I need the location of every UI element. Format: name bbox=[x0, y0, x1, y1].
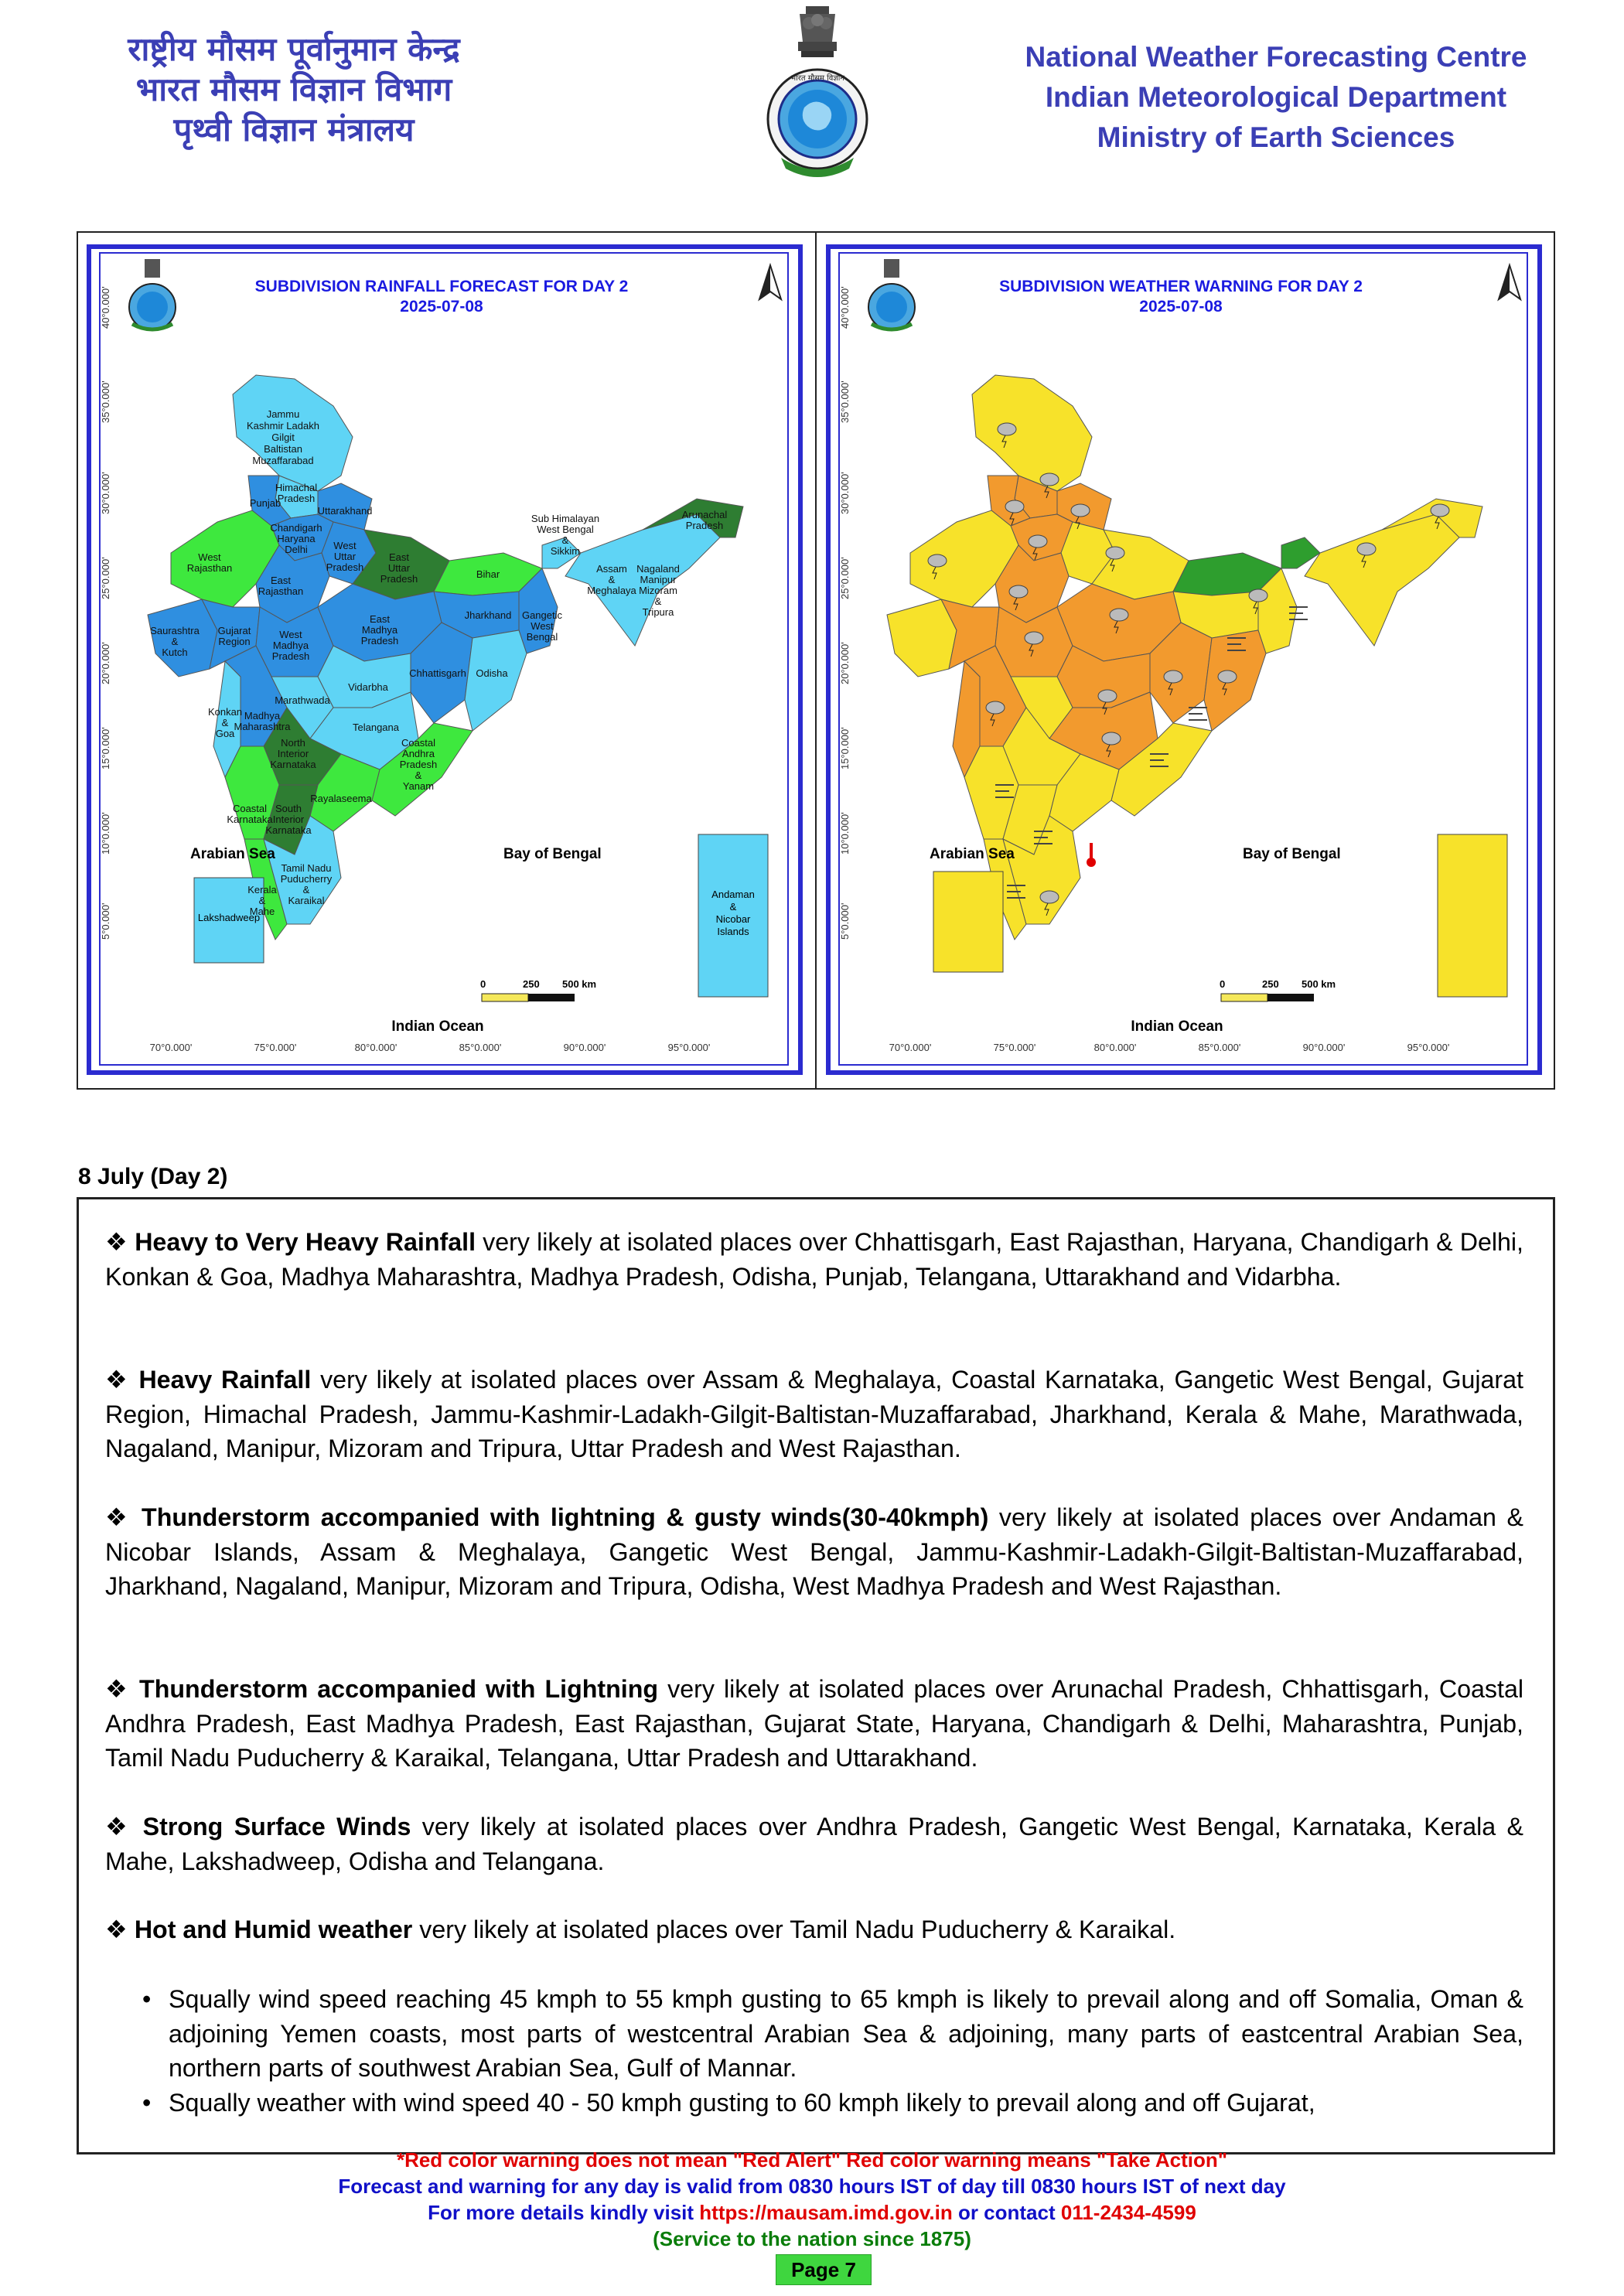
svg-text:Manipur: Manipur bbox=[640, 574, 677, 585]
svg-text:Sikkim: Sikkim bbox=[550, 545, 581, 557]
svg-text:Nagaland: Nagaland bbox=[636, 563, 680, 575]
svg-text:Pradesh: Pradesh bbox=[360, 635, 399, 646]
svg-text:250: 250 bbox=[1262, 978, 1279, 990]
hindi-header-line: राष्ट्रीय मौसम पूर्वानुमान केन्द्र bbox=[128, 30, 460, 68]
forecast-body: very likely at isolated places over Assam & Meghalaya, Coastal Karnataka, Gangetic West Bengal, Gujarat Region, Himachal Pradesh, Jammu-Kashmir-Ladakh-Gilgit-Baltistan-Muzaffarabad, Jharkhand, Kerala & Mahe, Marathwada, Nagaland, Manipur, Mizoram and Tripura, Uttar Pradesh and West Rajasthan. bbox=[105, 1366, 1523, 1462]
lat-tick: 30°0.000' bbox=[839, 472, 851, 514]
svg-text:&: & bbox=[302, 884, 310, 896]
svg-text:Kashmir Ladakh: Kashmir Ladakh bbox=[247, 420, 319, 432]
indian-ocean-label: Indian Ocean bbox=[391, 1018, 484, 1035]
svg-text:Mizoram: Mizoram bbox=[639, 585, 677, 596]
lat-tick: 15°0.000' bbox=[100, 727, 111, 769]
svg-text:West: West bbox=[279, 629, 302, 640]
forecast-body: very likely at isolated places over Andaman & Nicobar Islands, Assam & Meghalaya, Gangetic West Bengal, Jammu-Kashmir-Ladakh-Gilgit-Baltistan-Muzaffarabad, Jharkhand, Nagaland, Manipur, Mizoram and Tripura, Odisha, West Madhya Pradesh and West Rajasthan. bbox=[105, 1503, 1523, 1600]
svg-text:Baltistan: Baltistan bbox=[264, 443, 302, 455]
svg-text:Muzaffarabad: Muzaffarabad bbox=[252, 455, 314, 466]
bullet-dot-icon: • bbox=[142, 2088, 152, 2117]
svg-text:Andhra: Andhra bbox=[402, 748, 435, 759]
forecast-paragraph bbox=[105, 1912, 1523, 1947]
forecast-heading: Heavy to Very Heavy Rainfall bbox=[135, 1228, 476, 1256]
bullet-marker: ❖ bbox=[105, 1916, 128, 1943]
svg-text:Pradesh: Pradesh bbox=[399, 759, 438, 770]
svg-text:Maharashtra: Maharashtra bbox=[234, 721, 291, 732]
andaman-label bbox=[711, 889, 755, 937]
page-number-badge: Page 7 bbox=[776, 2254, 872, 2285]
bullet-text: Squally weather with wind speed 40 - 50 kmph gusting to 60 kmph likely to prevail along and off Gujarat, bbox=[169, 2088, 1315, 2117]
svg-text:500 km: 500 km bbox=[1302, 978, 1336, 990]
svg-text:Jharkhand: Jharkhand bbox=[464, 609, 512, 621]
svg-text:Nicobar: Nicobar bbox=[715, 913, 751, 925]
service-note: (Service to the nation since 1875) bbox=[653, 2227, 971, 2250]
svg-text:भारत मौसम विज्ञान: भारत मौसम विज्ञान bbox=[790, 74, 844, 83]
rainfall-map-title: SUBDIVISION RAINFALL FORECAST FOR DAY 2 bbox=[254, 278, 629, 295]
english-header bbox=[998, 37, 1554, 158]
forecast-paragraph bbox=[105, 1810, 1523, 1878]
svg-text:Telangana: Telangana bbox=[353, 722, 399, 733]
lat-tick: 20°0.000' bbox=[100, 642, 111, 684]
svg-text:&: & bbox=[729, 901, 737, 913]
svg-text:South: South bbox=[275, 803, 302, 814]
svg-text:Odisha: Odisha bbox=[476, 667, 508, 679]
svg-text:Kerala: Kerala bbox=[247, 884, 277, 896]
bullet-marker: ❖ bbox=[105, 1503, 131, 1531]
forecast-body: very likely at isolated places over Tamil Nadu Puducherry & Karaikal. bbox=[412, 1916, 1176, 1943]
maps-divider bbox=[815, 233, 817, 1088]
day-heading: 8 July (Day 2) bbox=[78, 1164, 228, 1189]
svg-text:Bengal: Bengal bbox=[526, 631, 558, 643]
svg-text:West: West bbox=[333, 540, 357, 551]
warning-map-title: SUBDIVISION WEATHER WARNING FOR DAY 2 bbox=[999, 278, 1363, 295]
region-label: Lakshadweep bbox=[197, 912, 261, 923]
lat-tick: 25°0.000' bbox=[100, 557, 111, 599]
svg-text:West Bengal: West Bengal bbox=[537, 524, 594, 535]
english-header-line: Ministry of Earth Sciences bbox=[1097, 121, 1455, 153]
bullet-marker: ❖ bbox=[105, 1813, 132, 1841]
svg-text:Karnataka: Karnataka bbox=[265, 824, 312, 836]
svg-text:Haryana: Haryana bbox=[277, 533, 316, 544]
bullet-marker: ❖ bbox=[105, 1366, 130, 1394]
svg-text:Chandigarh: Chandigarh bbox=[270, 522, 322, 534]
svg-text:Rajasthan: Rajasthan bbox=[258, 585, 304, 597]
svg-text:Jammu: Jammu bbox=[266, 408, 300, 420]
forecast-text-box bbox=[77, 1197, 1555, 2154]
svg-text:Pradesh: Pradesh bbox=[326, 561, 364, 573]
indian-ocean-label: Indian Ocean bbox=[1131, 1018, 1223, 1035]
forecast-heading: Heavy Rainfall bbox=[138, 1366, 312, 1394]
list-item bbox=[142, 2086, 1523, 2120]
svg-text:Tripura: Tripura bbox=[642, 606, 674, 618]
svg-text:Karnataka: Karnataka bbox=[227, 814, 273, 825]
hindi-header bbox=[77, 29, 510, 150]
svg-text:East: East bbox=[388, 551, 410, 563]
svg-text:Goa: Goa bbox=[215, 728, 235, 739]
svg-text:&: & bbox=[171, 636, 179, 647]
svg-text:500 km: 500 km bbox=[562, 978, 597, 990]
website-link[interactable]: https://mausam.imd.gov.in bbox=[699, 2201, 953, 2224]
arabian-sea-label: Arabian Sea bbox=[930, 846, 1015, 862]
svg-text:Pradesh: Pradesh bbox=[277, 493, 316, 504]
svg-text:&: & bbox=[561, 534, 569, 546]
svg-text:Saurashtra: Saurashtra bbox=[150, 625, 200, 636]
list-item bbox=[142, 1982, 1523, 2086]
bullet-marker: ❖ bbox=[105, 1675, 130, 1703]
contact-prefix: For more details kindly visit bbox=[428, 2201, 700, 2224]
phone-number: 011-2434-4599 bbox=[1060, 2201, 1196, 2224]
svg-text:Gangetic: Gangetic bbox=[521, 609, 563, 621]
svg-text:90°0.000': 90°0.000' bbox=[563, 1042, 606, 1053]
svg-text:0: 0 bbox=[1220, 978, 1226, 990]
english-header-line: Indian Meteorological Department bbox=[1045, 81, 1507, 113]
lat-tick: 15°0.000' bbox=[839, 727, 851, 769]
svg-text:75°0.000': 75°0.000' bbox=[254, 1042, 297, 1053]
rainfall-map-date: 2025-07-08 bbox=[400, 298, 483, 316]
svg-text:95°0.000': 95°0.000' bbox=[667, 1042, 711, 1053]
svg-text:Madhya: Madhya bbox=[361, 624, 398, 636]
svg-text:0: 0 bbox=[480, 978, 486, 990]
forecast-body: very likely at isolated places over Andhra Pradesh, Gangetic West Bengal, Karnataka, Kerala & Mahe, Lakshadweep, Odisha and Telangana. bbox=[105, 1813, 1523, 1875]
lat-tick: 20°0.000' bbox=[839, 642, 851, 684]
svg-text:Vidarbha: Vidarbha bbox=[348, 681, 388, 693]
svg-text:Uttar: Uttar bbox=[387, 562, 411, 574]
svg-text:Coastal: Coastal bbox=[401, 737, 436, 749]
validity-note: Forecast and warning for any day is valid from 0830 hours IST of day till 0830 hours IST of next day bbox=[338, 2175, 1286, 2198]
svg-text:Pradesh: Pradesh bbox=[380, 573, 418, 585]
english-header-line: National Weather Forecasting Centre bbox=[1025, 41, 1527, 73]
bullet-dot-icon: • bbox=[142, 1985, 152, 2013]
lat-tick: 40°0.000' bbox=[100, 286, 111, 329]
svg-text:&: & bbox=[654, 595, 662, 607]
svg-text:Pradesh: Pradesh bbox=[271, 650, 310, 662]
forecast-heading: Hot and Humid weather bbox=[134, 1916, 413, 1943]
lat-tick: 25°0.000' bbox=[839, 557, 851, 599]
svg-text:80°0.000': 80°0.000' bbox=[1093, 1042, 1137, 1053]
svg-text:Sub Himalayan: Sub Himalayan bbox=[531, 513, 600, 524]
lat-tick: 40°0.000' bbox=[839, 286, 851, 329]
lat-tick: 35°0.000' bbox=[839, 380, 851, 423]
svg-text:Meghalaya: Meghalaya bbox=[587, 585, 636, 596]
svg-text:Region: Region bbox=[218, 636, 251, 647]
svg-text:Gujarat: Gujarat bbox=[217, 625, 251, 636]
svg-text:North: North bbox=[281, 737, 305, 749]
svg-text:75°0.000': 75°0.000' bbox=[993, 1042, 1036, 1053]
svg-text:250: 250 bbox=[523, 978, 540, 990]
svg-text:Gilgit: Gilgit bbox=[271, 432, 295, 443]
lat-tick: 35°0.000' bbox=[100, 380, 111, 423]
svg-text:85°0.000': 85°0.000' bbox=[459, 1042, 502, 1053]
svg-text:East: East bbox=[270, 575, 292, 586]
svg-text:Chhattisgarh: Chhattisgarh bbox=[409, 667, 466, 679]
weather-warning-map bbox=[825, 244, 1543, 1076]
svg-text:&: & bbox=[415, 769, 422, 781]
svg-text:Interior: Interior bbox=[272, 814, 305, 825]
forecast-body: very likely at isolated places over Arunachal Pradesh, Chhattisgarh, Coastal Andhra Pradesh, East Madhya Pradesh, East Rajasthan, Gujarat State, Haryana, Chandigarh & Delhi, Maharashtra, Punjab, Tamil Nadu Puducherry & Karaikal, Telangana, Uttar Pradesh and Uttarakhand. bbox=[105, 1675, 1524, 1772]
marine-bullets bbox=[142, 1982, 1523, 2120]
svg-text:East: East bbox=[369, 613, 391, 625]
svg-text:Rajasthan: Rajasthan bbox=[186, 562, 233, 574]
bay-of-bengal-label: Bay of Bengal bbox=[1243, 846, 1341, 862]
rainfall-forecast-map bbox=[86, 244, 803, 1076]
svg-text:Islands: Islands bbox=[717, 926, 749, 937]
lat-tick: 5°0.000' bbox=[839, 902, 851, 940]
svg-text:Marathwada: Marathwada bbox=[275, 694, 330, 706]
svg-text:West: West bbox=[198, 551, 221, 563]
forecast-paragraph bbox=[105, 1500, 1523, 1604]
contact-note bbox=[0, 2199, 1624, 2226]
lat-tick: 10°0.000' bbox=[839, 812, 851, 855]
svg-text:Interior: Interior bbox=[277, 748, 309, 759]
svg-text:Karaikal: Karaikal bbox=[288, 895, 325, 906]
lat-tick: 5°0.000' bbox=[100, 902, 111, 940]
svg-text:80°0.000': 80°0.000' bbox=[354, 1042, 397, 1053]
svg-text:Arunachal: Arunachal bbox=[681, 509, 728, 520]
svg-text:Andaman: Andaman bbox=[711, 889, 755, 900]
bullet-marker: ❖ bbox=[105, 1228, 128, 1256]
svg-text:&: & bbox=[608, 574, 616, 585]
svg-text:Mahe: Mahe bbox=[249, 906, 275, 917]
forecast-paragraph bbox=[105, 1363, 1523, 1466]
svg-text:Coastal: Coastal bbox=[232, 803, 268, 814]
svg-text:West: West bbox=[531, 620, 554, 632]
forecast-paragraph bbox=[105, 1225, 1523, 1294]
svg-text:70°0.000': 70°0.000' bbox=[889, 1042, 932, 1053]
svg-text:Kutch: Kutch bbox=[162, 646, 188, 658]
svg-text:Pradesh: Pradesh bbox=[685, 520, 724, 531]
svg-text:Puducherry: Puducherry bbox=[280, 873, 333, 885]
bay-of-bengal-label: Bay of Bengal bbox=[503, 846, 602, 862]
forecast-paragraph bbox=[105, 1672, 1523, 1776]
svg-text:95°0.000': 95°0.000' bbox=[1407, 1042, 1450, 1053]
forecast-body: very likely at isolated places over Chhattisgarh, East Rajasthan, Haryana, Chandigarh & Delhi, Konkan & Goa, Madhya Maharashtra, Madhya Pradesh, Odisha, Punjab, Telangana, Uttarakhand and Vidarbha. bbox=[105, 1228, 1523, 1291]
lakshadweep-inset bbox=[933, 872, 1003, 972]
contact-mid: or contact bbox=[952, 2201, 1061, 2224]
svg-text:Uttar: Uttar bbox=[333, 551, 357, 562]
svg-text:Madhya: Madhya bbox=[272, 640, 309, 651]
svg-text:Karnataka: Karnataka bbox=[270, 759, 316, 770]
imd-emblem-icon bbox=[766, 3, 869, 183]
red-warning-note: *Red color warning does not mean "Red Alert" Red color warning means "Take Action" bbox=[396, 2148, 1228, 2171]
forecast-heading: Thunderstorm accompanied with Lightning bbox=[139, 1675, 659, 1703]
svg-text:70°0.000': 70°0.000' bbox=[149, 1042, 193, 1053]
lat-tick: 10°0.000' bbox=[100, 812, 111, 855]
svg-text:Delhi: Delhi bbox=[285, 544, 308, 555]
bullet-text: Squally wind speed reaching 45 kmph to 55 kmph gusting to 65 kmph is likely to prevail along and off Somalia, Oman & adjoining Yemen coasts, most parts of westcentral Arabian Sea & adjoining, many parts of eastcentral Arabian Sea, northern parts of southwest Arabian Sea, Gulf of Mannar. bbox=[169, 1985, 1523, 2082]
hindi-header-line: पृथ्वी विज्ञान मंत्रालय bbox=[173, 111, 415, 148]
svg-text:90°0.000': 90°0.000' bbox=[1302, 1042, 1346, 1053]
svg-text:Konkan: Konkan bbox=[207, 706, 243, 718]
svg-text:Rayalaseema: Rayalaseema bbox=[310, 793, 372, 804]
svg-text:Assam: Assam bbox=[596, 563, 627, 575]
svg-text:&: & bbox=[258, 895, 266, 906]
maps-container bbox=[77, 231, 1555, 1090]
svg-text:Punjab: Punjab bbox=[249, 497, 281, 509]
svg-text:Madhya: Madhya bbox=[244, 710, 281, 722]
svg-text:Bihar: Bihar bbox=[476, 568, 500, 580]
svg-text:Himachal: Himachal bbox=[275, 482, 318, 493]
svg-text:Yanam: Yanam bbox=[402, 780, 435, 792]
svg-text:Uttarakhand: Uttarakhand bbox=[317, 505, 373, 517]
forecast-heading: Thunderstorm accompanied with lightning & gusty winds(30-40kmph) bbox=[142, 1503, 989, 1531]
arabian-sea-label: Arabian Sea bbox=[190, 846, 275, 862]
svg-text:85°0.000': 85°0.000' bbox=[1198, 1042, 1241, 1053]
lat-tick: 30°0.000' bbox=[100, 472, 111, 514]
svg-text:Tamil Nadu: Tamil Nadu bbox=[281, 862, 332, 874]
warning-map-date: 2025-07-08 bbox=[1139, 298, 1223, 316]
svg-text:&: & bbox=[221, 717, 229, 728]
andaman-inset bbox=[1438, 834, 1507, 997]
forecast-heading: Strong Surface Winds bbox=[142, 1813, 411, 1841]
hindi-header-line: भारत मौसम विज्ञान विभाग bbox=[135, 70, 452, 108]
